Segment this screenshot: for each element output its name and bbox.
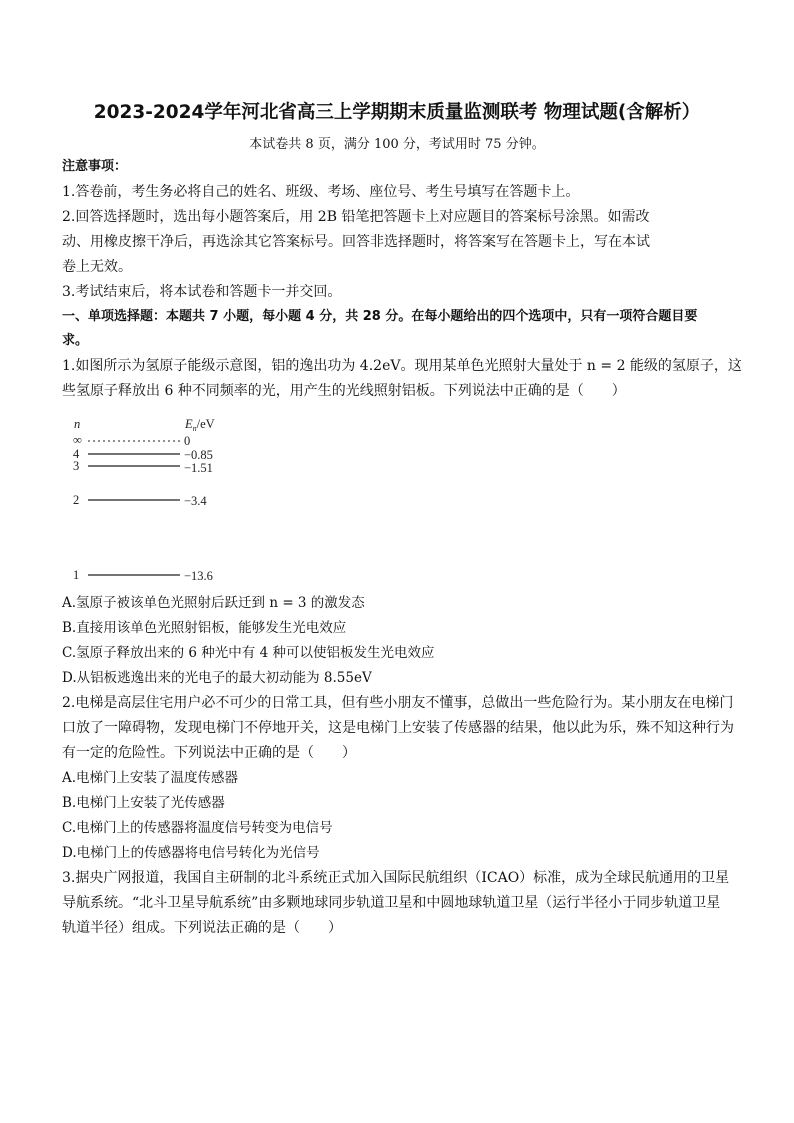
section-heading-cont: 求。 bbox=[62, 333, 89, 348]
q1-option-a: A.氢原子被该单色光照射后跃迁到 n = 3 的激发态 bbox=[62, 595, 365, 611]
q1-option-c: C.氢原子释放出来的 6 种光中有 4 种可以使铝板发生光电效应 bbox=[62, 645, 435, 661]
q3-stem: 轨道半径）组成。下列说法正确的是（ ） bbox=[62, 920, 342, 936]
exam-info: 本试卷共 8 页，满分 100 分，考试用时 75 分钟。 bbox=[249, 137, 545, 152]
note-line: 动、用橡皮擦干净后，再选涂其它答案标号。回答非选择题时，将答案写在答题卡上，写在本试 bbox=[62, 234, 650, 250]
section-heading: 一、单项选择题：本题共 7 小题，每小题 4 分，共 28 分。在每小题给出的四个选项中，只有一项符合题目要 bbox=[62, 309, 698, 324]
q3-stem: 3.据央广网报道，我国自主研制的北斗系统正式加入国际民航组织（ICAO）标准，成为全球民航通用的卫星 bbox=[62, 870, 730, 886]
note-line: 1.答卷前，考生务必将自己的姓名、班级、考场、座位号、考生号填写在答题卡上。 bbox=[62, 184, 580, 200]
level-e-2: −3.4 bbox=[184, 494, 207, 508]
level-e-3b: −1.51 bbox=[184, 461, 213, 475]
level-n-inf: ∞ bbox=[73, 433, 82, 447]
note-line: 卷上无效。 bbox=[62, 259, 132, 275]
q2-option-d: D.电梯门上的传感器将电信号转化为光信号 bbox=[62, 845, 320, 861]
level-e-4: −0.85 bbox=[184, 448, 213, 462]
notes-heading: 注意事项： bbox=[62, 159, 128, 174]
level-e-1: −13.6 bbox=[184, 569, 213, 583]
energy-level-svg bbox=[62, 408, 262, 593]
e-axis-label: $E_n/eV$ bbox=[185, 417, 215, 433]
q1-option-b: B.直接用该单色光照射铝板，能够发生光电效应 bbox=[62, 620, 347, 636]
q3-stem: 导航系统。“北斗卫星导航系统”由多颗地球同步轨道卫星和中圆地球轨道卫星（运行半径小于同步轨道卫星 bbox=[62, 895, 721, 911]
q1-option-d: D.从铝板逃逸出来的光电子的最大初动能为 8.55eV bbox=[62, 670, 372, 686]
q2-stem: 2.电梯是高层住宅用户必不可少的日常工具，但有些小朋友不懂事，总做出一些危险行为。某小朋友在电梯门 bbox=[62, 695, 734, 711]
level-n-3: 3 bbox=[73, 459, 80, 473]
q2-option-a: A.电梯门上安装了温度传感器 bbox=[62, 770, 239, 786]
q1-stem: 1.如图所示为氢原子能级示意图，铝的逸出功为 4.2eV。现用某单色光照射大量处于 n = 2 能级的氢原子，这 bbox=[62, 358, 742, 374]
q2-option-b: B.电梯门上安装了光传感器 bbox=[62, 795, 225, 811]
level-n-1: 1 bbox=[73, 568, 80, 582]
level-n-2: 2 bbox=[73, 493, 80, 507]
note-line: 3.考试结束后，将本试卷和答题卡一并交回。 bbox=[62, 284, 342, 300]
q2-option-c: C.电梯门上的传感器将温度信号转变为电信号 bbox=[62, 820, 333, 836]
level-n-4: 4 bbox=[73, 447, 80, 461]
energy-level-diagram bbox=[62, 408, 262, 593]
note-line: 2.回答选择题时，选出每小题答案后，用 2B 铅笔把答题卡上对应题目的答案标号涂黑。如需改 bbox=[62, 209, 650, 225]
n-axis-label: n bbox=[74, 417, 81, 431]
level-e-inf: 0 bbox=[184, 434, 191, 448]
q2-stem: 有一定的危险性。下列说法中正确的是（ ） bbox=[62, 745, 356, 761]
page-title: 2023-2024学年河北省高三上学期期末质量监测联考 物理试题(含解析） bbox=[93, 102, 701, 123]
q1-stem: 些氢原子释放出 6 种不同频率的光，用产生的光线照射铝板。下列说法中正确的是（ ） bbox=[62, 383, 626, 399]
q2-stem: 口放了一障碍物，发现电梯门不停地开关，这是电梯门上安装了传感器的结果，他以此为乐，殊不知这种行为 bbox=[62, 720, 734, 736]
